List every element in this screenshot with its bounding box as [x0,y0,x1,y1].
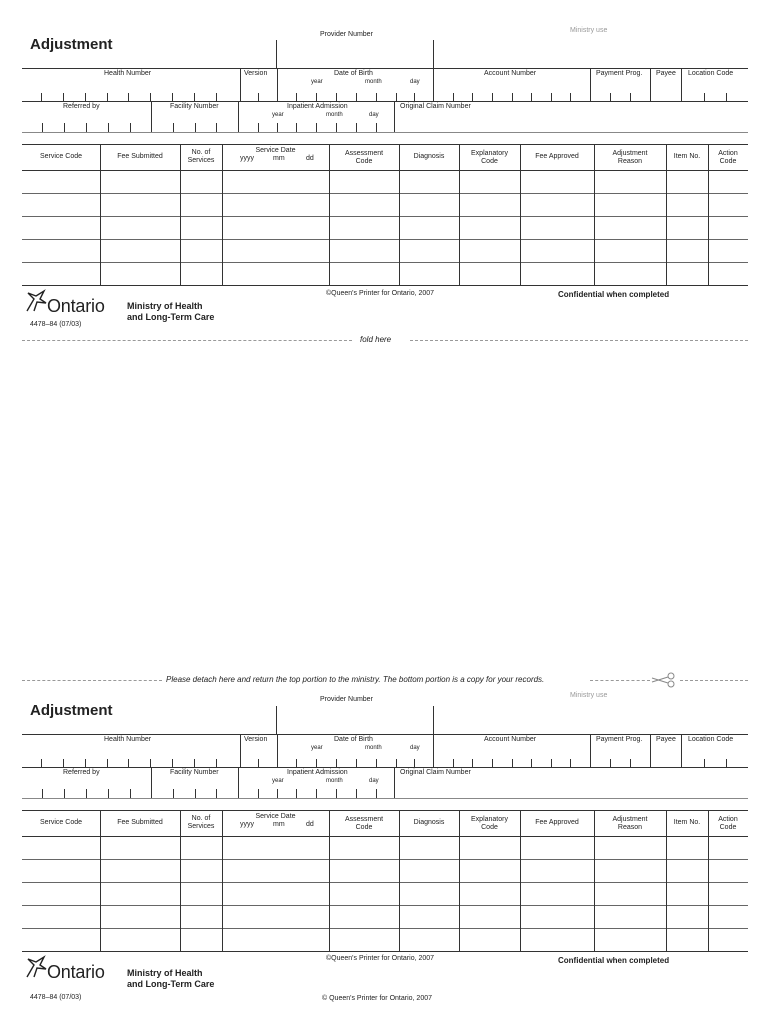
admission-year-label: year [272,112,284,118]
admission-day-label: day [369,112,379,118]
admission-month-label: month [326,778,343,784]
col-action-code: Action Code [718,150,738,165]
provider-number-label: Provider Number [320,31,373,38]
confidential-label: Confidential when completed [558,290,670,299]
service-date-dd: dd [306,821,314,828]
health-number-field[interactable] [22,735,240,768]
table-row[interactable] [22,240,748,262]
service-date-yyyy: yyyy [240,821,254,828]
table-row[interactable] [22,194,748,216]
original-claim-number-field[interactable] [395,768,748,798]
provider-number-field[interactable] [277,706,433,734]
table-row[interactable] [22,171,748,193]
payment-prog-label: Payment Prog. [596,70,643,77]
col-assessment-code: Assessment Code [344,816,384,831]
col-fee-submitted: Fee Submitted [117,153,163,160]
col-explanatory-code: Explanatory Code [471,816,508,831]
trillium-logo-icon [24,955,48,979]
form-code: 4478–84 (07/03) [30,321,82,328]
health-number-field[interactable] [22,69,240,102]
ministry-line2: and Long-Term Care [127,312,215,322]
col-no-of-services: No. of Services [187,815,215,830]
facility-number-label: Facility Number [170,103,219,110]
col-item-no: Item No. [673,153,701,160]
trillium-logo-icon [24,289,48,313]
ministry-use-label: Ministry use [570,692,608,699]
col-service-code: Service Code [39,153,83,160]
provider-number-field[interactable] [277,40,433,68]
col-assessment-code: Assessment Code [344,150,384,165]
service-date-mm: mm [273,821,285,828]
form-code: 4478–84 (07/03) [30,994,82,1001]
col-fee-submitted: Fee Submitted [117,819,163,826]
service-date-dd: dd [306,155,314,162]
col-adjustment-reason: Adjustment Reason [612,150,648,165]
version-label: Version [244,70,268,77]
dob-year-label: year [311,79,323,85]
col-action-code: Action Code [718,816,738,831]
col-fee-approved: Fee Approved [535,153,579,160]
ontario-logo: Ontario [47,962,105,982]
admission-day-label: day [369,778,379,784]
copyright: ©Queen's Printer for Ontario, 2007 [326,290,435,297]
col-service-date: Service Date [255,813,296,820]
account-number-label: Account Number [484,70,537,77]
payee-label: Payee [656,736,676,743]
admission-month-label: month [326,112,343,118]
col-diagnosis: Diagnosis [413,153,445,160]
provider-number-label: Provider Number [320,696,373,703]
version-label: Version [244,736,268,743]
facility-number-label: Facility Number [170,769,219,776]
original-claim-number-field[interactable] [395,102,748,132]
location-code-field[interactable] [682,69,748,102]
col-adjustment-reason: Adjustment Reason [612,816,648,831]
copyright: ©Queen's Printer for Ontario, 2007 [326,955,435,962]
location-code-label: Location Code [688,736,734,743]
table-row[interactable] [22,837,748,859]
date-of-birth-label: Date of Birth [334,736,373,743]
date-of-birth-label: Date of Birth [334,70,373,77]
location-code-field[interactable] [682,735,748,768]
dob-day-label: day [410,79,420,85]
detach-instructions: Please detach here and return the top portion to the ministry. The bottom portion is a copy for your records. [166,675,545,684]
table-row[interactable] [22,883,748,905]
health-number-label: Health Number [104,736,152,743]
table-row[interactable] [22,860,748,882]
dob-month-label: month [365,745,382,751]
col-no-of-services: No. of Services [187,149,215,164]
page-title: Adjustment [30,702,113,719]
fold-here-label: fold here [360,335,392,344]
table-row[interactable] [22,217,748,239]
inpatient-admission-label: Inpatient Admission [287,103,348,110]
ministry-line2: and Long-Term Care [127,979,215,989]
dob-day-label: day [410,745,420,751]
col-service-date: Service Date [255,147,296,154]
col-fee-approved: Fee Approved [535,819,579,826]
dob-month-label: month [365,79,382,85]
table-row[interactable] [22,906,748,928]
inpatient-admission-label: Inpatient Admission [287,769,348,776]
dob-year-label: year [311,745,323,751]
health-number-label: Health Number [104,70,152,77]
payee-field[interactable] [651,735,681,768]
col-item-no: Item No. [673,819,701,826]
ministry-use-label: Ministry use [570,27,608,34]
version-field[interactable] [241,735,277,768]
bottom-copyright: © Queen's Printer for Ontario, 2007 [322,995,432,1002]
payment-prog-label: Payment Prog. [596,736,643,743]
ontario-logo: Ontario [47,296,105,316]
scissors-icon [650,672,676,688]
ministry-line1: Ministry of Health [127,301,203,311]
referred-by-label: Referred by [63,103,100,110]
table-row[interactable] [22,929,748,951]
ministry-line1: Ministry of Health [127,968,203,978]
col-diagnosis: Diagnosis [413,819,445,826]
col-service-code: Service Code [39,819,83,826]
original-claim-number-label: Original Claim Number [400,769,471,776]
admission-year-label: year [272,778,284,784]
payment-prog-field[interactable] [591,735,650,768]
account-number-label: Account Number [484,736,537,743]
col-explanatory-code: Explanatory Code [471,150,508,165]
confidential-label: Confidential when completed [558,956,670,965]
version-field[interactable] [241,69,277,102]
payee-field[interactable] [651,69,681,102]
referred-by-label: Referred by [63,769,100,776]
service-date-yyyy: yyyy [240,155,254,162]
service-date-mm: mm [273,155,285,162]
page-title: Adjustment [30,36,113,53]
original-claim-number-label: Original Claim Number [400,103,471,110]
payee-label: Payee [656,70,676,77]
payment-prog-field[interactable] [591,69,650,102]
table-row[interactable] [22,263,748,285]
location-code-label: Location Code [688,70,734,77]
